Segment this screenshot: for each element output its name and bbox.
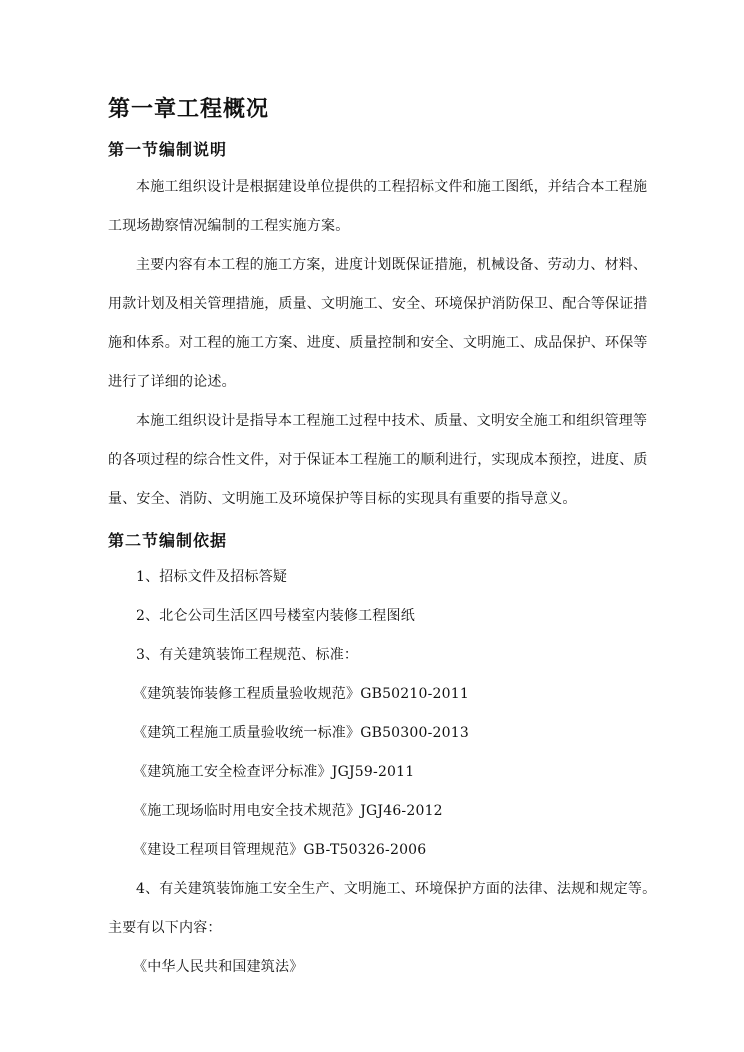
paragraph-line: 主要内容有本工程的施工方案，进度计划既保证措施，机械设备、劳动力、材料、	[136, 257, 648, 273]
paragraph-line: 用款计划及相关管理措施，质量、文明施工、安全、环境保护消防保卫、配合等保证措	[108, 296, 648, 312]
paragraph-line: 本施工组织设计是指导本工程施工过程中技术、质量、文明安全施工和组织管理等	[136, 413, 648, 429]
paragraph-line: 施和体系。对工程的施工方案、进度、质量控制和安全、文明施工、成品保护、环保等	[108, 335, 648, 351]
standard-reference: 《建筑装饰装修工程质量验收规范》GB50210-2011	[133, 686, 469, 702]
section-title-compilation-notes: 第一节编制说明	[108, 140, 228, 159]
paragraph-line: 进行了详细的论述。	[108, 374, 236, 390]
section-title-compilation-basis: 第二节编制依据	[108, 531, 228, 550]
list-item: 4、有关建筑装饰施工安全生产、文明施工、环境保护方面的法律、法规和规定等。	[136, 881, 657, 897]
paragraph-line: 的各项过程的综合性文件，对于保证本工程施工的顺利进行，实现成本预控，进度、质	[108, 452, 648, 468]
paragraph-line: 量、安全、消防、文明施工及环境保护等目标的实现具有重要的指导意义。	[108, 491, 577, 507]
chapter-title: 第一章工程概况	[108, 97, 270, 122]
law-reference: 《中华人民共和国建筑法》	[133, 959, 304, 975]
standard-reference: 《建筑工程施工质量验收统一标准》GB50300-2013	[133, 725, 469, 741]
standard-reference: 《建筑施工安全检查评分标准》JGJ59-2011	[133, 764, 415, 780]
list-item: 1、招标文件及招标答疑	[136, 569, 288, 585]
paragraph-line: 主要有以下内容：	[108, 920, 222, 936]
list-item: 2、北仑公司生活区四号楼室内装修工程图纸	[136, 608, 415, 624]
standard-reference: 《建设工程项目管理规范》GB-T50326-2006	[133, 842, 427, 858]
paragraph-line: 本施工组织设计是根据建设单位提供的工程招标文件和施工图纸，并结合本工程施	[136, 179, 648, 195]
paragraph-line: 工现场勘察情况编制的工程实施方案。	[108, 218, 350, 234]
standard-reference: 《施工现场临时用电安全技术规范》JGJ46-2012	[133, 803, 443, 819]
list-item: 3、有关建筑装饰工程规范、标准：	[136, 647, 359, 663]
